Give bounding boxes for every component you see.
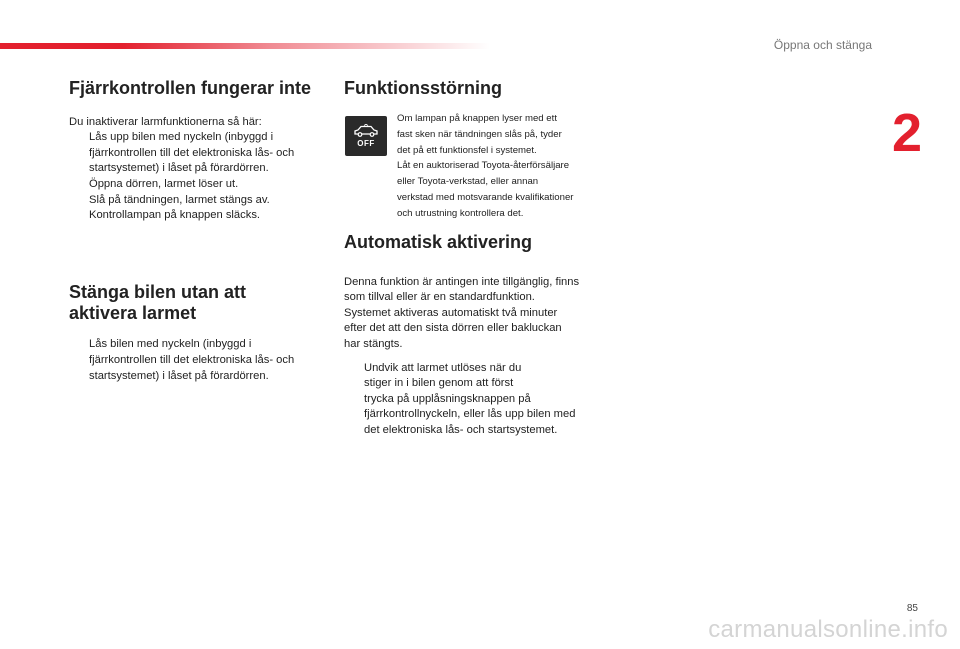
- text-line: har stängts.: [344, 338, 403, 351]
- list-item: [69, 337, 329, 384]
- list-item-line: trycka på upplåsningsknappen på: [364, 392, 531, 405]
- chapter-title: Öppna och stänga: [773, 38, 872, 52]
- list-item: [344, 361, 614, 439]
- list-item-line: fjärrkontrollen till det elektroniska lås- och: [89, 353, 295, 366]
- text-line: verkstad med motsvarande kvalifikationer: [397, 191, 574, 203]
- list-item-line: Undvik att larmet utlöses när du: [364, 361, 522, 374]
- list-item-line: fjärrkontrollnyckeln, eller lås upp bilen med: [364, 408, 576, 421]
- text-line: efter det att den sista dörren eller bakluckan: [344, 322, 562, 335]
- list-item: [69, 130, 329, 177]
- alarm-off-icon: [345, 116, 387, 156]
- list-item: [69, 193, 329, 224]
- list-item-line: startsystemet) i låset på förardörren.: [89, 369, 269, 382]
- list-item-line: Slå på tändningen, larmet stängs av.: [89, 193, 270, 206]
- section-remote-not-working: [69, 78, 329, 224]
- text-line: som tillval eller är en standardfunktion.: [344, 291, 535, 304]
- text-line: Systemet aktiveras automatiskt två minuter: [344, 306, 558, 319]
- list-item-line: Lås upp bilen med nyckeln (inbyggd i: [89, 131, 274, 144]
- list-item: [69, 177, 329, 193]
- list-item-line: Öppna dörren, larmet löser ut.: [89, 178, 239, 191]
- auto-activation-text: [344, 275, 614, 353]
- text-line: Denna funktion är antingen inte tillgänglig, finns: [344, 275, 580, 288]
- bullet-list: [69, 130, 329, 224]
- section-title-line: Stänga bilen utan att: [69, 282, 247, 302]
- text-line: Om lampan på knappen lyser med ett: [397, 113, 557, 124]
- section-lock-without-alarm: [69, 282, 329, 384]
- intro-text: Du inaktiverar larmfunktionerna så här:: [69, 115, 262, 128]
- list-item-line: fjärrkontrollen till det elektroniska lås- och: [89, 146, 295, 159]
- chapter-number: 2: [892, 103, 923, 163]
- text-line: eller Toyota-verkstad, eller annan: [397, 176, 539, 188]
- text-line: det på ett funktionsfel i systemet.: [397, 144, 537, 156]
- list-item-line: stiger in i bilen genom att först: [364, 377, 514, 390]
- section-auto-activation: [344, 232, 614, 439]
- section-title: Funktionsstörning: [344, 78, 502, 98]
- text-line: Låt en auktoriserad Toyota-återförsäljare: [397, 160, 570, 172]
- section-title: [69, 282, 329, 323]
- header-accent-bar: [0, 43, 490, 49]
- watermark: carmanualsonline.info: [708, 616, 948, 643]
- page-number: 85: [906, 603, 918, 614]
- list-item-line: Lås bilen med nyckeln (inbyggd i: [89, 338, 252, 351]
- section-title: Automatisk aktivering: [344, 232, 533, 252]
- icon-label: OFF: [357, 139, 375, 148]
- list-item-line: startsystemet) i låset på förardörren.: [89, 162, 269, 175]
- section-title-line: aktivera larmet: [69, 302, 197, 323]
- list-item-line: det elektroniska lås- och startsystemet.: [364, 424, 558, 437]
- text-line: och utrustning kontrollera det.: [397, 207, 524, 219]
- section-title: Fjärrkontrollen fungerar inte: [69, 78, 312, 98]
- car-icon: [352, 124, 380, 138]
- list-item-line: Kontrollampan på knappen släcks.: [89, 209, 261, 222]
- malfunction-text: [397, 111, 617, 222]
- section-malfunction: [344, 78, 614, 99]
- text-line: fast sken när tändningen slås på, tyder: [397, 128, 562, 140]
